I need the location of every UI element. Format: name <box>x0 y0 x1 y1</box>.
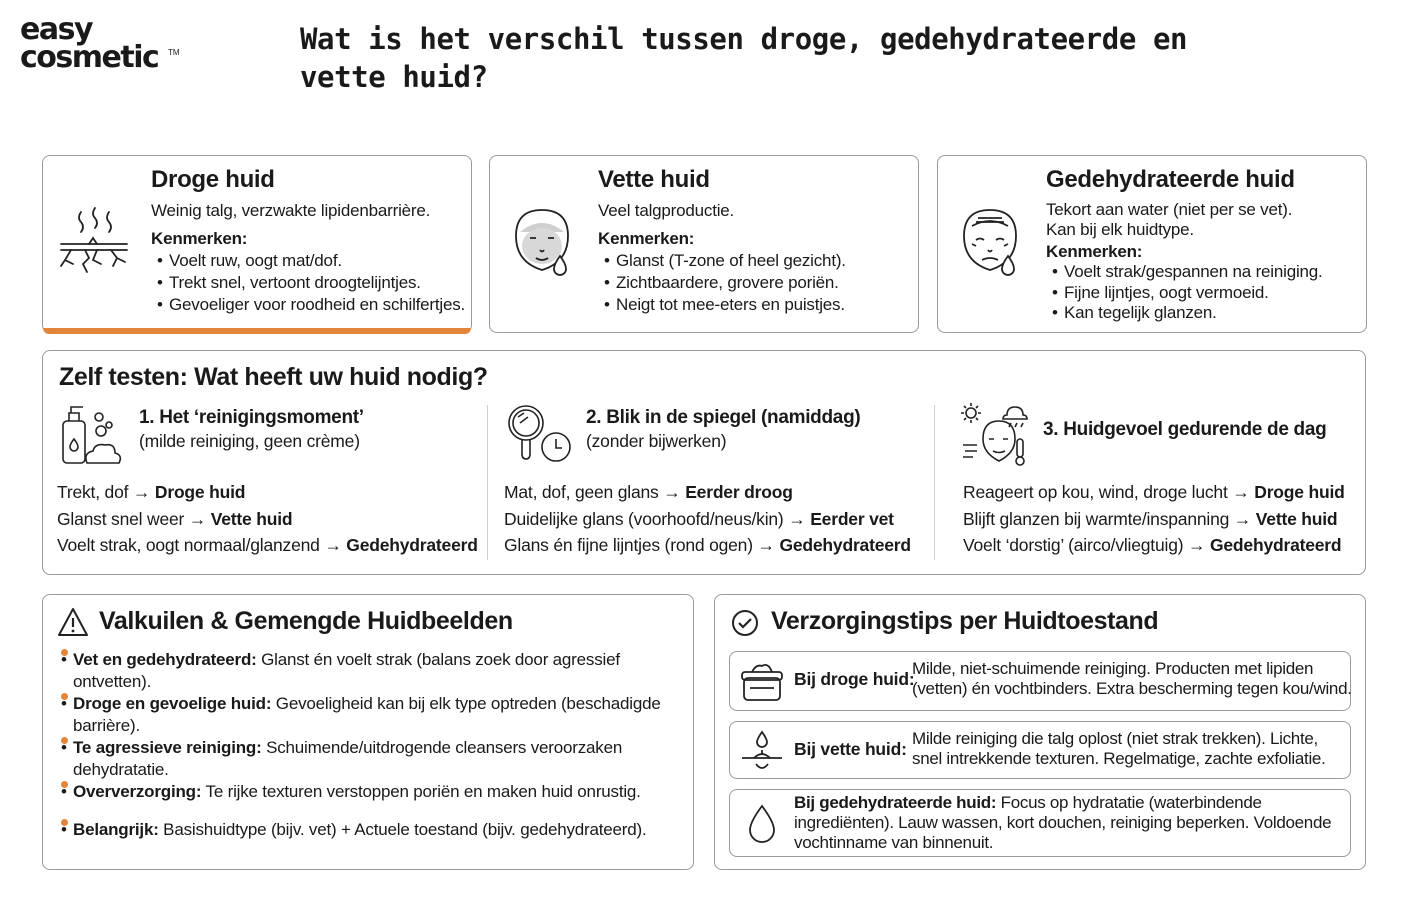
card-dehydrated-skin <box>937 155 1367 333</box>
test-line: Glans én fijne lijntjes (rond ogen) → Gedehydrateerd <box>504 535 911 555</box>
pitfall-item: • Vet en gedehydrateerd: Glanst én voelt strak (balans zoek door agressief ontvetten). <box>55 649 675 693</box>
pitfall-item: • Te agressieve reiniging: Schuimende/uitdrogende cleansers veroorzaken dehydratatie. <box>55 737 675 781</box>
mirror-clock-icon <box>504 401 574 471</box>
test-results <box>963 479 1345 559</box>
pitfalls-section <box>42 594 694 870</box>
card-desc: Weinig talg, verzwakte lipidenbarrière. <box>151 201 431 220</box>
pitfall-item: • Droge en gevoelige huid: Gevoeligheid kan bij elk type optreden (beschadigde barrière). <box>55 693 675 737</box>
card-oily-skin <box>489 155 919 333</box>
card-title: Droge huid <box>151 166 275 193</box>
test-line: Trekt, dof → Droge huid <box>57 482 246 502</box>
features-list <box>1046 262 1362 324</box>
test-line: Reageert op kou, wind, droge lucht → Droge huid <box>963 482 1345 502</box>
card-title: Vette huid <box>598 166 710 193</box>
test-results <box>57 479 478 559</box>
accent-bar <box>43 328 471 334</box>
brand-line2: cosmetic <box>20 40 159 75</box>
feature-item: • Neigt tot mee-eters en puistjes. <box>598 294 914 316</box>
test-line: Mat, dof, geen glans → Eerder droog <box>504 482 793 502</box>
tip-text: Bij gedehydrateerde huid: Focus op hydratatie (waterbindende ingrediënten). Lauw wassen, kort douchen, reiniging beperken. Voldoende vochtinname van binnenuit. <box>794 793 1332 852</box>
feature-item: • Glanst (T-zone of heel gezicht). <box>598 250 914 272</box>
test-line: Duidelijke glans (voorhoofd/neus/kin) → Eerder vet <box>504 508 894 529</box>
feature-item: • Gevoeliger voor roodheid en schilfertjes. <box>151 294 467 316</box>
brand-logo <box>20 14 190 74</box>
features-label: Kenmerken: <box>1046 242 1143 261</box>
feature-item: • Voelt ruw, oogt mat/dof. <box>151 250 467 272</box>
tips-section <box>714 594 1366 870</box>
pitfall-item: • Oververzorging: Te rijke texturen verstoppen poriën en maken huid onrustig. <box>55 781 675 803</box>
feature-item: • Trekt snel, vertoont droogtelijntjes. <box>151 272 467 294</box>
cleanser-icon <box>57 401 127 471</box>
test-results <box>504 479 911 559</box>
divider <box>487 405 488 560</box>
pitfall-item: • Belangrijk: Basishuidtype (bijv. vet) + Actuele toestand (bijv. gedehydrateerd). <box>55 819 675 841</box>
water-drop-icon <box>738 800 786 848</box>
pitfalls-list <box>55 649 675 841</box>
card-dry-skin <box>42 155 472 333</box>
selftest-section <box>42 350 1366 575</box>
pitfalls-title: Valkuilen & Gemengde Huidbeelden <box>99 607 513 635</box>
oily-face-icon <box>504 204 580 280</box>
warning-icon <box>57 607 89 637</box>
weather-face-icon <box>961 401 1031 471</box>
features-list <box>151 250 467 316</box>
test-title: 1. Het ‘reinigingsmoment’ <box>139 407 364 428</box>
cracked-skin-icon <box>57 204 133 280</box>
features-label: Kenmerken: <box>598 229 695 248</box>
selftest-title: Zelf testen: Wat heeft uw huid nodig? <box>59 363 488 391</box>
features-label: Kenmerken: <box>151 229 248 248</box>
test-line: Voelt ‘dorstig’ (airco/vliegtuig) → Gedehydrateerd <box>963 535 1342 555</box>
tip-dehydrated <box>729 789 1351 857</box>
test-title: 3. Huidgevoel gedurende de dag <box>1043 419 1327 440</box>
tip-label: Bij droge huid: <box>794 669 915 689</box>
card-desc: Veel talgproductie. <box>598 201 735 220</box>
feature-item: • Zichtbaardere, grovere poriën. <box>598 272 914 294</box>
test-line: Voelt strak, oogt normaal/glanzend → Gedehydrateerd <box>57 535 478 555</box>
card-desc-2: Kan bij elk huidtype. <box>1046 220 1194 239</box>
tip-text: Milde reiniging die talg oplost (niet strak trekken). Lichte, snel intrekkende texturen. Regelmatige, zachte exfoliatie. <box>912 729 1326 768</box>
oil-drop-icon <box>738 728 786 776</box>
feature-item: • Fijne lijntjes, oogt vermoeid. <box>1046 283 1362 304</box>
tip-oily <box>729 721 1351 779</box>
tip-text: Milde, niet-schuimende reiniging. Producten met lipiden (vetten) én vochtbinders. Extra bescherming tegen kou/wind. <box>912 659 1352 698</box>
tip-label: Bij gedehydrateerde huid: <box>794 793 997 812</box>
test-line: Glanst snel weer → Vette huid <box>57 508 293 529</box>
page-title: Wat is het verschil tussen droge, gedehydrateerde en vette huid? <box>300 22 1188 94</box>
tips-title: Verzorgingstips per Huidtoestand <box>771 607 1159 635</box>
brand-tm: TM <box>168 48 180 57</box>
tip-dry <box>729 651 1351 711</box>
test-line: Blijft glanzen bij warmte/inspanning → Vette huid <box>963 508 1338 529</box>
test-title: 2. Blik in de spiegel (namiddag) <box>586 407 861 428</box>
dehydrated-face-icon <box>952 204 1028 280</box>
feature-item: • Voelt strak/gespannen na reiniging. <box>1046 262 1362 283</box>
brand-line1: easy <box>20 12 93 47</box>
card-desc: Tekort aan water (niet per se vet). <box>1046 200 1293 219</box>
feature-item: • Kan tegelijk glanzen. <box>1046 303 1362 324</box>
card-title: Gedehydrateerde huid <box>1046 166 1295 193</box>
cream-jar-icon <box>738 658 786 706</box>
tip-label: Bij vette huid: <box>794 739 907 759</box>
divider <box>934 405 935 560</box>
check-circle-icon <box>731 609 759 637</box>
test-subtitle: (zonder bijwerken) <box>586 431 727 451</box>
features-list <box>598 250 914 316</box>
test-subtitle: (milde reiniging, geen crème) <box>139 431 360 451</box>
